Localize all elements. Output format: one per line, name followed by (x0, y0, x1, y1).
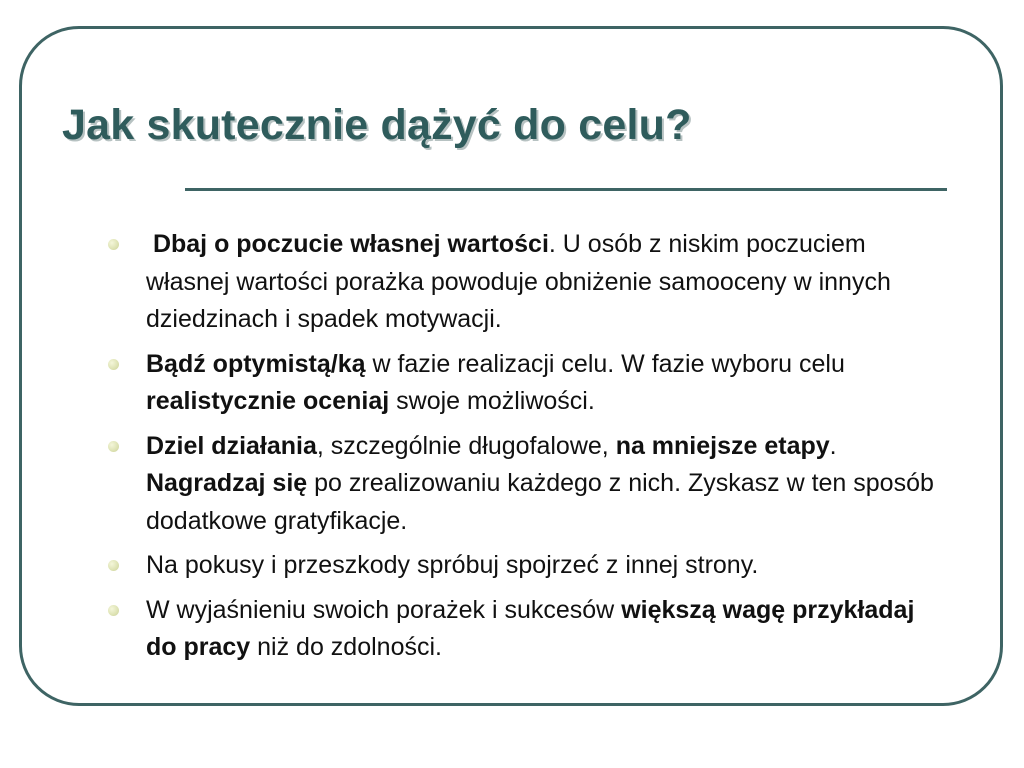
bullet-dot-icon (108, 239, 119, 250)
bullet-dot-icon (108, 560, 119, 571)
bullet-text-bold: realistycznie oceniaj (146, 387, 390, 415)
bullet-text-bold: Nagradzaj się (146, 469, 308, 497)
bullet-text: Na pokusy i przeszkody spróbuj spojrzeć z innej strony. (146, 551, 759, 579)
bullet-text-bold: większą wagę przykładaj do pracy (146, 595, 915, 661)
bullet-text-bold: Bądź optymistą/ką (146, 349, 366, 378)
bullet-text: . (829, 431, 837, 460)
bullet-text-bold: Dbaj o poczucie własnej wartości (152, 230, 549, 258)
bullet-text: . U osób z niskim poczuciem własnej wartości porażka powoduje obniżenie samooceny w innych dziedzinach i spadek motywacji. (146, 230, 891, 333)
bullet-text: niż do zdolności. (250, 633, 442, 661)
bullet-text: , szczególnie długofalowe, (316, 431, 616, 460)
bullet-text-bold: na mniejsze etapy (615, 431, 830, 460)
bullet-item (108, 592, 938, 667)
bullet-dot-icon (108, 605, 119, 616)
bullet-text-bold: Dziel działania (146, 431, 317, 460)
bullet-text: w fazie realizacji celu. W fazie wyboru celu (365, 349, 845, 378)
bullet-lead-space (146, 230, 153, 258)
bullet-item (108, 428, 938, 541)
title-divider (185, 188, 947, 191)
bullet-item (108, 547, 938, 585)
bullet-item (108, 346, 938, 421)
bullet-list (108, 226, 938, 674)
bullet-dot-icon (108, 441, 119, 452)
bullet-text: swoje możliwości. (389, 387, 595, 415)
bullet-item (108, 226, 938, 339)
slide-title: Jak skutecznie dążyć do celu? (62, 101, 692, 149)
bullet-dot-icon (108, 359, 119, 370)
bullet-text: W wyjaśnieniu swoich porażek i sukcesów (146, 595, 622, 624)
bullet-text: po zrealizowaniu każdego z nich. Zyskasz w ten sposób dodatkowe gratyfikacje. (146, 469, 934, 535)
